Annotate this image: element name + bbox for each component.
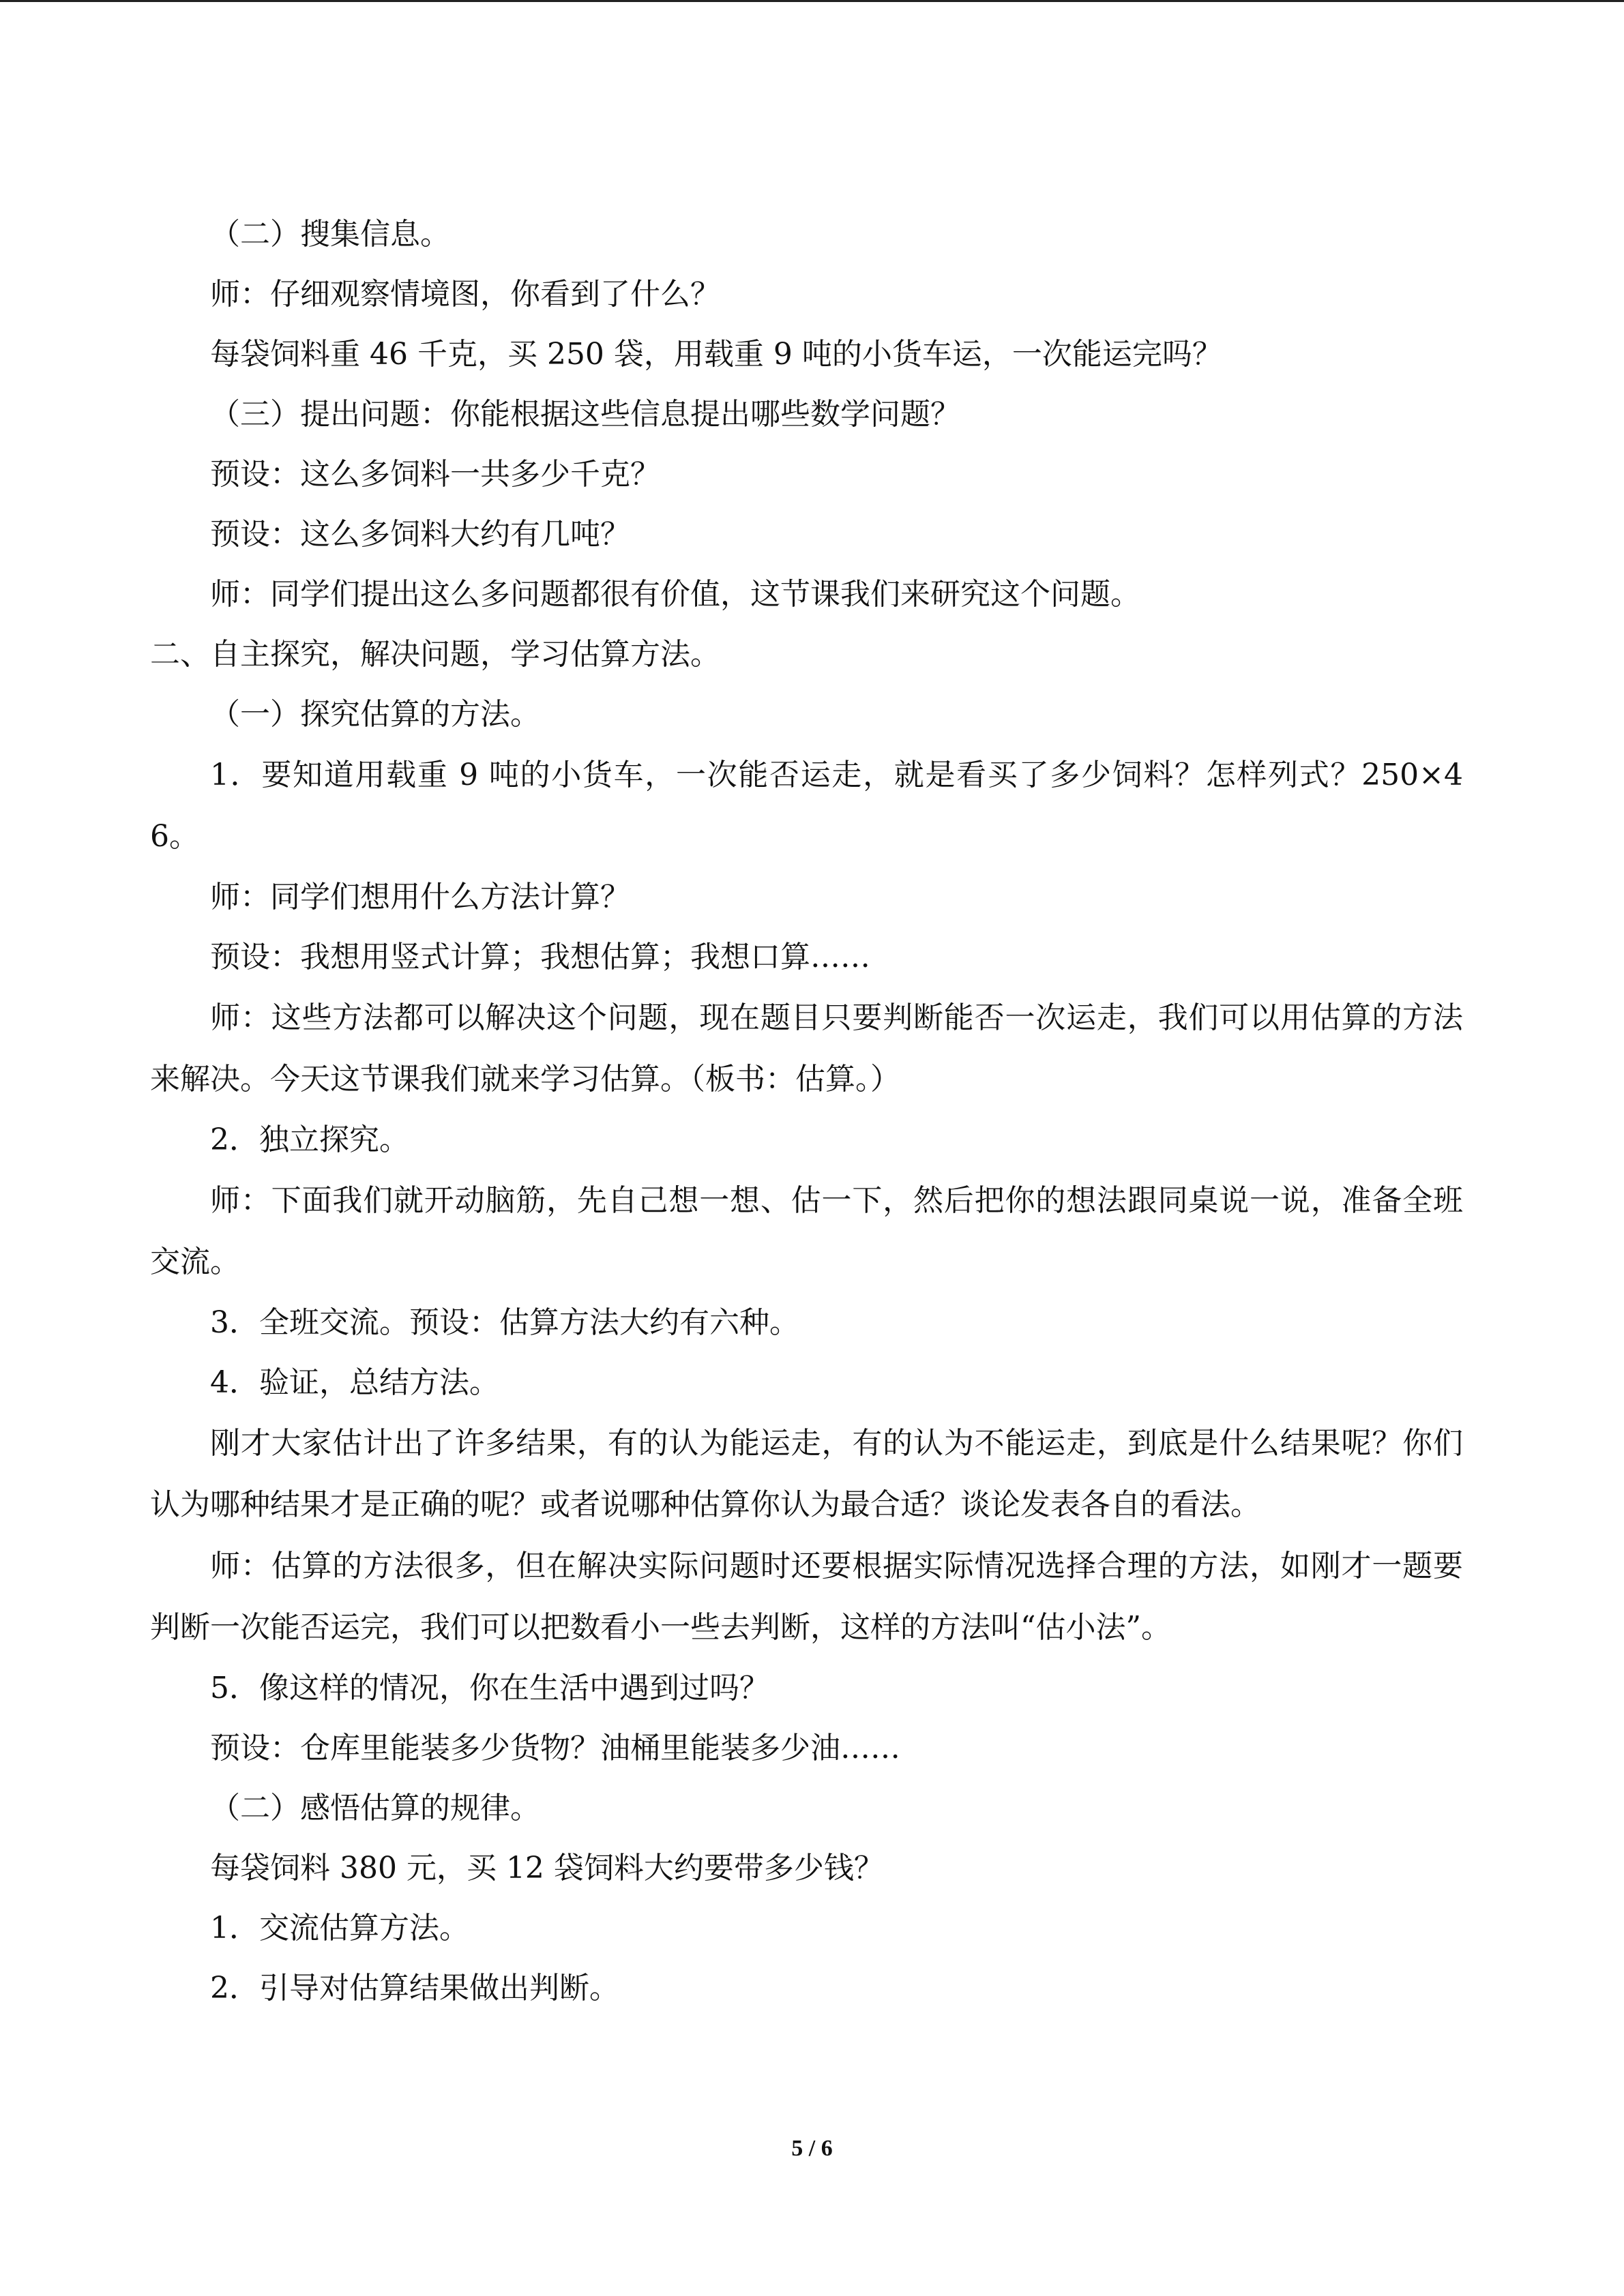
page-number: 5 / 6 xyxy=(791,2136,833,2161)
paragraph: 师：仔细观察情境图，你看到了什么？ xyxy=(210,277,720,312)
paragraph: 预设：仓库里能装多少货物？油桶里能装多少油…… xyxy=(210,1731,900,1765)
paragraph: 4．验证，总结方法。 xyxy=(210,1365,499,1400)
paragraph: 3．全班交流。预设：估算方法大约有六种。 xyxy=(210,1305,799,1340)
paragraph: 每袋饲料重 46 千克，买 250 袋，用载重 9 吨的小货车运，一次能运完吗？ xyxy=(210,337,1222,372)
paragraph: 师：估算的方法很多，但在解决实际问题时还要根据实际情况选择合理的方法，如刚才一题要判断一次能否运完，我们可以把数看小一些去判断，这样的方法叫“估小法”。 xyxy=(150,1549,1463,1645)
paragraph: 师：这些方法都可以解决这个问题，现在题目只要判断能否一次运走，我们可以用估算的方法来解决。今天这节课我们就来学习估算。（板书：估算。） xyxy=(150,1000,1463,1097)
paragraph: （一）探究估算的方法。 xyxy=(210,697,540,732)
paragraph: 预设：这么多饲料一共多少千克？ xyxy=(210,457,660,492)
paragraph: 每袋饲料 380 元，买 12 袋饲料大约要带多少钱？ xyxy=(210,1851,884,1885)
document-body xyxy=(150,205,1463,2018)
paragraph: 预设：这么多饲料大约有几吨？ xyxy=(210,517,630,552)
paragraph: 5．像这样的情况，你在生活中遇到过吗？ xyxy=(210,1671,769,1705)
page-top-border xyxy=(0,0,1624,2)
paragraph: 1．要知道用载重 9 吨的小货车，一次能否运走，就是看买了多少饲料？怎样列式？250×46。 xyxy=(150,758,1463,854)
paragraph: 2．引导对估算结果做出判断。 xyxy=(210,1971,619,2006)
paragraph: 预设：我想用竖式计算；我想估算；我想口算…… xyxy=(210,940,870,974)
paragraph: 师：同学们提出这么多问题都很有价值，这节课我们来研究这个问题。 xyxy=(210,577,1140,612)
paragraph: （二）搜集信息。 xyxy=(210,217,450,252)
paragraph: 2．独立探究。 xyxy=(210,1122,409,1157)
paragraph: 师：下面我们就开动脑筋，先自己想一想、估一下，然后把你的想法跟同桌说一说，准备全班交流。 xyxy=(150,1183,1463,1279)
section-heading: 二、自主探究，解决问题，学习估算方法。 xyxy=(150,637,720,672)
paragraph: （二）感悟估算的规律。 xyxy=(210,1791,540,1825)
paragraph: 刚才大家估计出了许多结果，有的认为能运走，有的认为不能运走，到底是什么结果呢？你们认为哪种结果才是正确的呢？或者说哪种估算你认为最合适？谈论发表各自的看法。 xyxy=(150,1426,1463,1522)
paragraph: （三）提出问题：你能根据这些信息提出哪些数学问题？ xyxy=(210,397,960,432)
paragraph: 师：同学们想用什么方法计算？ xyxy=(210,880,630,914)
paragraph: 1．交流估算方法。 xyxy=(210,1911,469,1945)
